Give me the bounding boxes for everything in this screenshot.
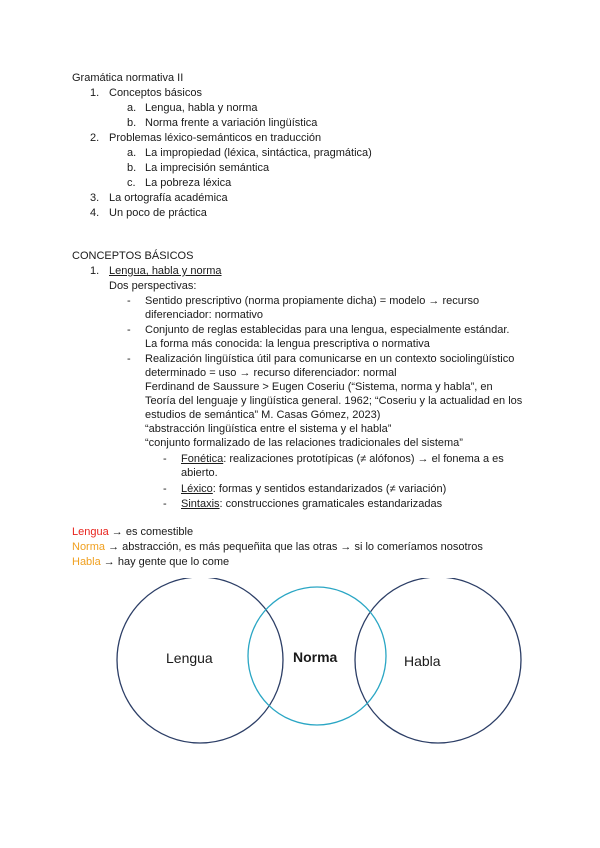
subbullet-1-term: Fonética — [181, 453, 224, 465]
index-item-1b-label: Norma frente a variación lingüística — [145, 117, 318, 129]
subbullet-1-dash: - — [163, 453, 167, 465]
bullet-1-line-2: diferenciador: normativo — [145, 309, 264, 321]
bullet-3-line-5: estudios de semántica” M. Casas Gómez, 2023) — [145, 409, 381, 421]
index-item-2c-label: La pobreza léxica — [145, 177, 232, 189]
index-item-4-label: Un poco de práctica — [109, 207, 207, 219]
subbullet-2-term: Léxico — [181, 483, 213, 495]
section-heading: CONCEPTOS BÁSICOS — [72, 250, 194, 262]
note-norma-text: → abstracción, es más pequeñita que las otras → si lo comeríamos nosotros — [105, 541, 483, 553]
index-item-1-number: 1. — [90, 87, 100, 99]
section-title: Lengua, habla y norma — [109, 265, 222, 277]
section-intro: Dos perspectivas: — [109, 280, 197, 292]
index-item-3-number: 3. — [90, 192, 100, 204]
bullet-3-line-7: “conjunto formalizado de las relaciones tradicionales del sistema” — [145, 437, 463, 449]
note-lengua — [72, 525, 193, 539]
subbullet-2-dash: - — [163, 483, 167, 495]
bullet-2-dash: - — [127, 324, 131, 336]
venn-label-habla: Habla — [404, 653, 441, 669]
index-item-1b-letter: b. — [127, 117, 137, 129]
bullet-3-line-3: Ferdinand de Saussure > Eugen Coseriu (“Sistema, norma y habla”, en — [145, 381, 493, 393]
section-number: 1. — [90, 265, 100, 277]
bullet-3-line-2: determinado = uso → recurso diferenciador: normal — [145, 367, 397, 379]
index-title: Gramática normativa II — [72, 72, 184, 84]
bullet-3-line-6: “abstracción lingüística entre el sistema y el habla” — [145, 423, 392, 435]
index-item-1a-letter: a. — [127, 102, 137, 114]
venn-label-lengua: Lengua — [166, 650, 213, 666]
note-norma — [72, 540, 483, 554]
note-norma-word: Norma — [72, 541, 106, 553]
note-habla-word: Habla — [72, 556, 101, 568]
venn-label-norma: Norma — [293, 649, 338, 665]
bullet-3-line-1: Realización lingüística útil para comunicarse en un contexto sociolingüístico — [145, 353, 515, 365]
bullet-3-dash: - — [127, 353, 131, 365]
note-habla — [72, 555, 229, 569]
note-habla-text: → hay gente que lo come — [100, 556, 230, 568]
index-item-2-number: 2. — [90, 132, 100, 144]
index-item-2c-letter: c. — [127, 177, 136, 189]
index-item-2b-letter: b. — [127, 162, 137, 174]
subbullet-2-text: : formas y sentidos estandarizados (≠ variación) — [212, 483, 447, 495]
index-item-1a-label: Lengua, habla y norma — [145, 102, 258, 114]
subbullet-3-line-1 — [181, 497, 442, 511]
bullet-1-dash: - — [127, 295, 131, 307]
subbullet-3-dash: - — [163, 498, 167, 510]
bullet-2-line-2: La forma más conocida: la lengua prescriptiva o normativa — [145, 338, 430, 350]
subbullet-1-line-1 — [181, 452, 504, 466]
index-item-2a-label: La impropiedad (léxica, sintáctica, pragmática) — [145, 147, 372, 159]
bullet-3-line-4: Teoría del lenguaje y lingüística general. 1962; “Coseriu y la actualidad en los — [145, 395, 523, 407]
bullet-2-line-1: Conjunto de reglas establecidas para una lengua, especialmente estándar. — [145, 324, 510, 336]
subbullet-1-line-2: abierto. — [181, 467, 218, 479]
subbullet-3-text: : construcciones gramaticales estandarizadas — [219, 498, 443, 510]
venn-diagram — [108, 578, 528, 778]
subbullet-2-line-1 — [181, 482, 446, 496]
note-lengua-text: → es comestible — [108, 526, 194, 538]
index-item-4-number: 4. — [90, 207, 100, 219]
index-item-2b-label: La imprecisión semántica — [145, 162, 270, 174]
bullet-1-line-1: Sentido prescriptivo (norma propiamente dicha) = modelo → recurso — [145, 295, 480, 307]
index-item-1-label: Conceptos básicos — [109, 87, 202, 99]
index-item-3-label: La ortografía académica — [109, 192, 228, 204]
index-item-2-label: Problemas léxico-semánticos en traducción — [109, 132, 322, 144]
subbullet-3-term: Sintaxis — [181, 498, 220, 510]
subbullet-1-text: : realizaciones prototípicas (≠ alófonos) → el fonema a es — [223, 453, 504, 465]
note-lengua-word: Lengua — [72, 526, 109, 538]
index-item-2a-letter: a. — [127, 147, 137, 159]
